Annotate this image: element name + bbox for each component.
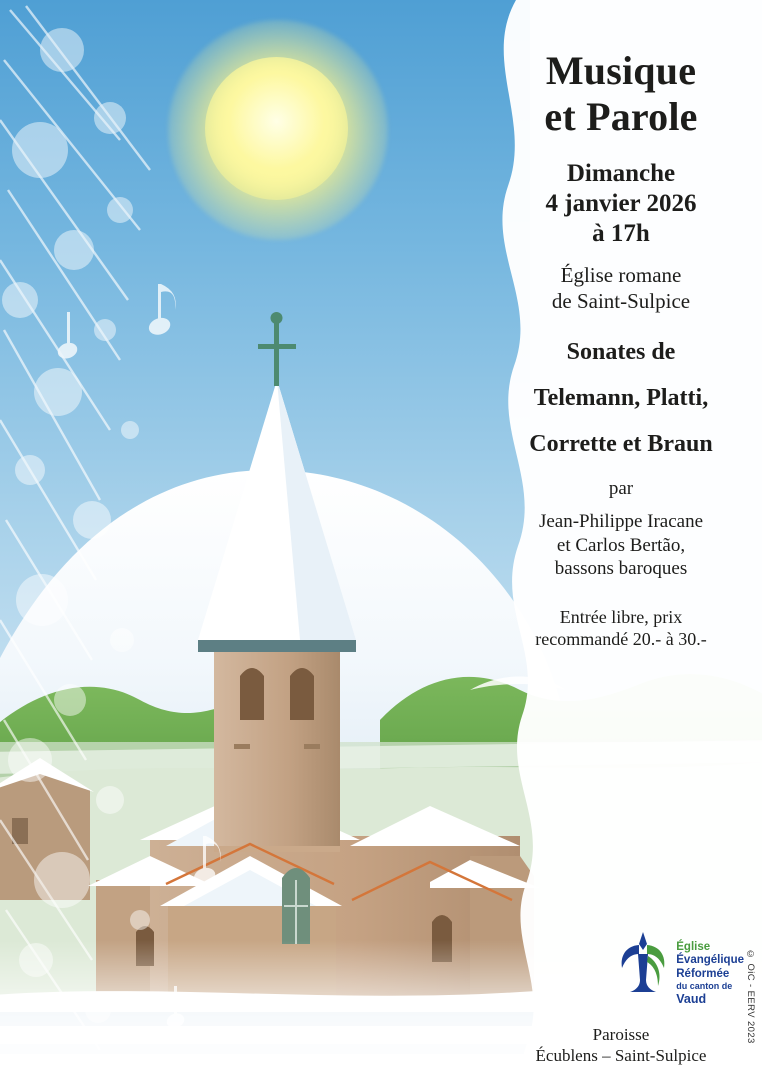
price-line-2: recommandé 20.- à 30.-: [535, 629, 707, 650]
performer-line-1: Jean-Philippe Iracane: [538, 511, 704, 533]
parish-line-1: Paroisse: [592, 1024, 650, 1044]
date-line-2: 4 janvier 2026: [545, 190, 697, 218]
by-label: par: [608, 478, 634, 500]
poster-text-block: [480, 0, 762, 651]
logo-wordmark: [676, 928, 744, 1006]
event-venue: [480, 263, 762, 314]
organization-logo: [514, 928, 744, 1006]
title-line-2: et Parole: [544, 93, 698, 139]
performer-line-2: et Carlos Bertão,: [556, 534, 686, 556]
event-date: [480, 159, 762, 249]
logo-line-1: Église: [676, 941, 711, 954]
parish-line-2: Écublens – Saint-Sulpice: [535, 1045, 707, 1065]
event-program: [480, 340, 762, 456]
price-line-1: Entrée libre, prix: [559, 606, 683, 627]
copyright-notice: © OiC - EERV 2023: [745, 949, 756, 1044]
venue-line-1: Église romane: [560, 263, 682, 288]
music-notes-decoration: [0, 0, 260, 1080]
program-line-1: Sonates de: [566, 339, 676, 366]
title-line-1: Musique: [545, 48, 697, 93]
logo-line-3: Réformée: [676, 967, 730, 980]
logo-line-4: du canton de: [676, 981, 733, 992]
date-line-1: Dimanche: [566, 160, 676, 188]
parish-name: [496, 1024, 746, 1067]
page-title: [480, 48, 762, 139]
eerv-logo-icon: [616, 928, 670, 1000]
performers: [480, 510, 762, 580]
logo-line-5: Vaud: [676, 991, 707, 1006]
program-line-3: Corrette et Braun: [529, 431, 713, 458]
date-line-3: à 17h: [592, 220, 650, 248]
program-line-2: Telemann, Platti,: [533, 385, 709, 412]
performer-line-3: bassons baroques: [554, 557, 688, 579]
price-info: [480, 606, 762, 651]
logo-line-2: Évangélique: [676, 954, 744, 967]
venue-line-2: de Saint-Sulpice: [551, 288, 691, 313]
